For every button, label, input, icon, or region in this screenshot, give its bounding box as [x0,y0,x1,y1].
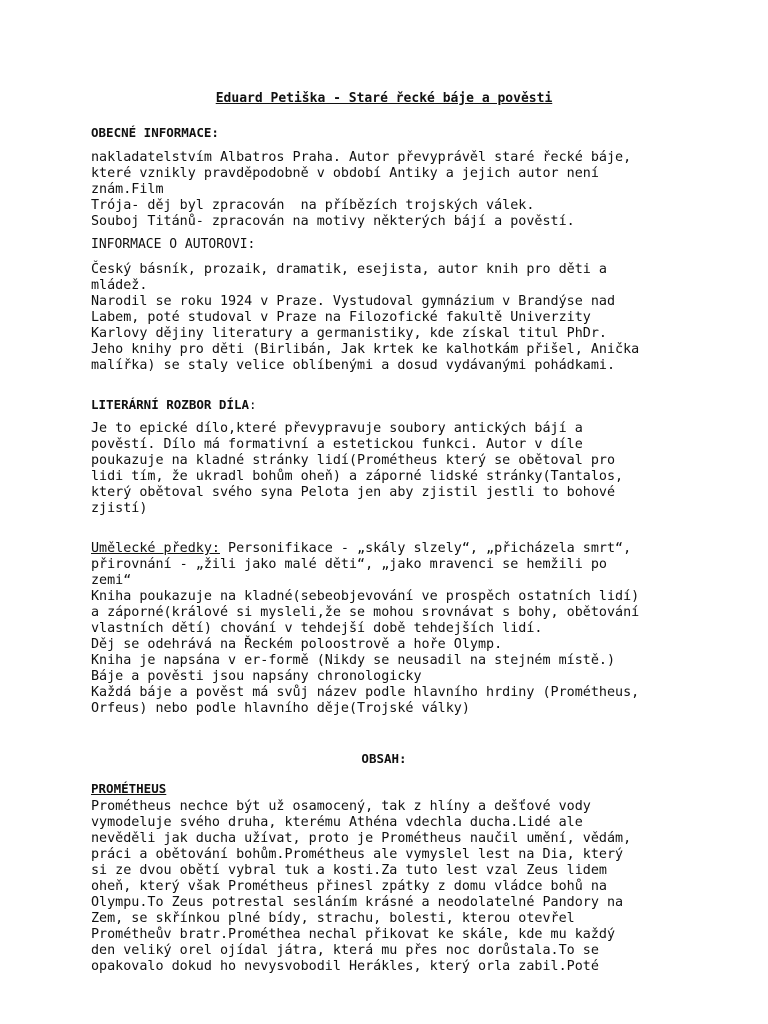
text-line: Zem, se skřínkou plné bídy, strachu, bolesti, kterou otevřel [91,911,575,926]
text-line: Kniha poukazuje na kladné(sebeobjevování ve prospěch ostatních lidí) [91,589,640,604]
text-line: Olympu.To Zeus potrestal sesláním krásné a neodolatelné Pandory na [91,895,624,910]
text-line: Orfeus) nebo podle hlavního děje(Trojské války) [91,701,470,716]
text-line: den veliký orel ojídal játra, která mu přes noc dorůstala.To se [91,943,599,958]
text-line: nakladatelstvím Albatros Praha. Autor převyprávěl staré řecké báje, [91,150,632,165]
text-line: znám.Film [91,182,164,197]
general-info-text [91,150,691,230]
text-line: lidi tím, že ukradl bohům oheň) a záporné lidské stránky(Tantalos, [91,469,624,484]
text-line: Každá báje a pověst má svůj název podle hlavního hrdiny (Prométheus, [91,685,640,700]
text-line: zjistí) [91,501,148,516]
text-line: vymodeluje svého druha, kterému Athéna vdechla ducha.Lidé ale [91,815,583,830]
prometheus-heading: PROMÉTHEUS [91,781,167,796]
heading-colon: : [249,397,257,412]
text-line: opakovalo dokud ho nevysvobodil Herákles, který orla zabil.Poté [91,959,599,974]
text-line: Narodil se roku 1924 v Praze. Vystudoval gymnázium v Brandýse nad [91,294,616,309]
text-line: malířka) se staly velice oblíbenými a dosud vydávanými pohádkami. [91,358,616,373]
literary-analysis-text [91,421,691,517]
text-line: Labem, poté studoval v Praze na Filozofické fakultě Univerzity [91,310,591,325]
text-line: Je to epické dílo,které převypravuje soubory antických bájí a [91,421,583,436]
text-line: si ze dvou obětí vybral tuk a kosti.Za tuto lest vzal Zeus lidem [91,863,607,878]
artistic-devices-first-line: Personifikace - „skály slzely“, „přicházela smrt“, [220,541,632,556]
document-title: Eduard Petiška - Staré řecké báje a pověsti [215,91,553,106]
text-line [91,541,691,557]
artistic-devices-text [91,541,691,717]
text-line: Prométheus nechce být už osamocený, tak z hlíny a dešťové vody [91,799,591,814]
text-line: práci a obětování bohům.Prométheus ale vymyslel lest na Dia, který [91,847,624,862]
text-line: Karlovy dějiny literatury a germanistiky, kde získal titul PhDr. [91,326,607,341]
literary-analysis-heading-text: LITERÁRNÍ ROZBOR DÍLA [91,397,250,412]
text-line: Český básník, prozaik, dramatik, esejista, autor knih pro děti a [91,262,607,277]
text-line: pověstí. Dílo má formativní a estetickou funkci. Autor v díle [91,437,583,452]
prometheus-text [91,799,691,975]
contents-heading: OBSAH: [361,751,407,766]
text-line: Prométheův bratr.Prométhea nechal přikovat ke skále, kde mu každý [91,927,616,942]
artistic-devices-label: Umělecké předky: [91,541,220,556]
text-line: Báje a pověsti jsou napsány chronologicky [91,669,422,684]
text-line: Jeho knihy pro děti (Birlibán, Jak krtek ke kalhotkám přišel, Anička [91,342,640,357]
literary-analysis-heading [91,397,257,412]
text-line: a záporné(králové si mysleli,že se mohou srovnávat s bohy, obětování [91,605,640,620]
text-line: zemi“ [91,573,132,588]
general-info-heading: OBECNÉ INFORMACE: [91,125,219,140]
text-line: který obětoval svého syna Pelota jen aby zjistil jestli to bohové [91,485,616,500]
text-line: mládež. [91,278,148,293]
author-info-heading: INFORMACE O AUTOROVI: [91,237,256,252]
text-line: Trója- děj byl zpracován na příbězích trojských válek. [91,198,535,213]
text-line: které vznikly pravděpodobně v období Antiky a jejich autor není [91,166,599,181]
text-line: přirovnání - „žili jako malé děti“, „jako mravenci se hemžili po [91,557,607,572]
text-line: oheň, který však Prométheus přinesl zpátky z domu vládce bohů na [91,879,607,894]
text-line: Děj se odehrává na Řeckém poloostrově a hoře Olymp. [91,637,503,652]
text-line: vlastních dětí) chování v tehdejší době tehdejších lidí. [91,621,543,636]
text-line: Souboj Titánů- zpracován na motivy některých bájí a pověstí. [91,214,575,229]
text-line: poukazuje na kladné stránky lidí(Prométheus který se obětoval pro [91,453,616,468]
text-line: Kniha je napsána v er-formě (Nikdy se neusadil na stejném místě.) [91,653,616,668]
author-info-text [91,262,691,374]
text-line: nevěděli jak ducha užívat, proto je Prométheus naučil umění, vědám, [91,831,632,846]
